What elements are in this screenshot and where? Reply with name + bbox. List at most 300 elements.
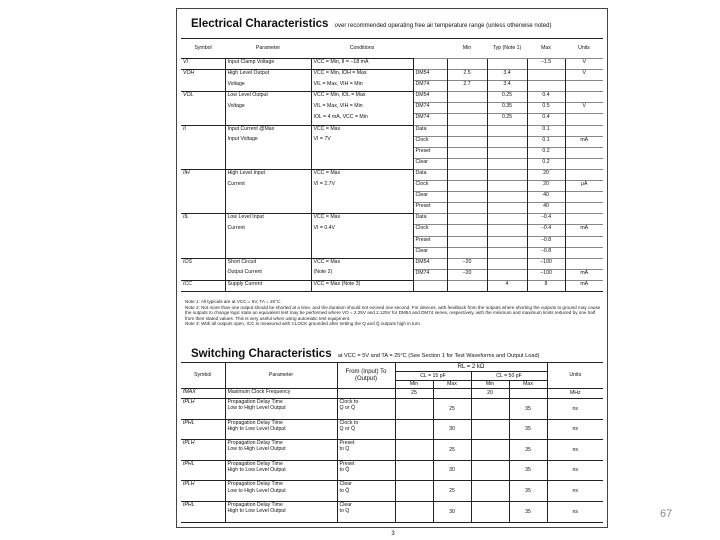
cell-units: [565, 92, 603, 103]
to-line: to Q̄: [339, 487, 350, 494]
cell-min: −20: [447, 269, 487, 280]
cell-sub: Clear: [413, 192, 447, 203]
cell-min: [447, 114, 487, 125]
cell-units: mA: [565, 280, 603, 291]
cell-max: 20: [527, 181, 565, 192]
cell-min: [447, 247, 487, 258]
electrical-rows: [181, 59, 603, 292]
scell-max15: 25: [433, 399, 471, 420]
scell-parameter: [225, 389, 337, 399]
cell-conditions: VCC = Max: [311, 169, 413, 180]
from-line: Preset: [339, 440, 355, 447]
cell-min: [447, 181, 487, 192]
scell-min50: [471, 399, 509, 420]
cell-typ: [487, 225, 527, 236]
cell-max: 0.2: [527, 147, 565, 158]
cell-symbol: VOL: [183, 92, 194, 99]
cell-parameter: [225, 192, 311, 203]
param-line-1: Propagation Delay Time: [227, 460, 283, 467]
switching-row: [181, 389, 603, 399]
scell-min15: 25: [395, 389, 433, 399]
cell-typ: [487, 258, 527, 269]
cell-parameter: Output Current: [225, 269, 311, 280]
electrical-row: [181, 81, 603, 92]
cell-max: −0.4: [527, 225, 565, 236]
scell-fromto: [337, 389, 395, 399]
cell-sub: [413, 59, 447, 70]
param-line-1: Propagation Delay Time: [227, 501, 283, 508]
scell-min50: 20: [471, 389, 509, 399]
cell-conditions: VCC = Max: [311, 125, 413, 136]
param-line-2: Low to High Level Output: [227, 487, 286, 494]
cell-max: 0.2: [527, 158, 565, 169]
scell-symbol: tPLH: [183, 399, 195, 405]
cell-units: [565, 114, 603, 125]
note-2: Note 2: Not more than one output should be shorted at a time, and the duration should not exceed one second. For devices, with feedback from the outputs where shorting the outputs to ground may cause the outputs to change logic state an equivalent test may be performed where VO = 2.25V and 2.125V for DM54 and DM74 series, respectively, with the minimum and maximum limits reduced by one half from their stated values. This is very useful when using automatic test equipment.: [185, 304, 601, 321]
cell-typ: 0.25: [487, 92, 527, 103]
electrical-row: [181, 247, 603, 258]
cell-units: V: [565, 59, 603, 70]
param-line-2: Low to High Level Output: [227, 446, 286, 453]
cell-units: [565, 192, 603, 203]
cell-parameter: [225, 147, 311, 158]
scell-min50: [471, 419, 509, 440]
cell-symbol: [181, 147, 225, 158]
scol-cl50: CL = 50 pF: [471, 372, 547, 381]
cell-max: [527, 70, 565, 81]
scell-symbol: fMAX: [183, 389, 196, 395]
col-units: Units: [578, 45, 590, 52]
cell-typ: [487, 59, 527, 70]
cell-sub: Preset: [413, 236, 447, 247]
cell-parameter: Voltage: [225, 81, 311, 92]
note-3: Note 3: With all outputs open, ICC is measured with CLOCK grounded after setting the Q and Q̄ outputs high in turn.: [185, 321, 422, 327]
scol-min-50: Min: [471, 381, 509, 389]
scell-max15: 25: [433, 481, 471, 502]
param-line-1: Maximum Clock Frequency: [227, 389, 291, 395]
cell-min: [447, 169, 487, 180]
cell-sub: Clock: [413, 136, 447, 147]
scell-symbol: tPHL: [183, 419, 195, 426]
electrical-notes: [185, 299, 601, 327]
cell-min: [447, 214, 487, 225]
scell-parameter: [225, 501, 337, 522]
cell-max: −100: [527, 269, 565, 280]
col-conditions: Conditions: [349, 45, 375, 52]
cell-max: 0.5: [527, 103, 565, 114]
cell-parameter: Input Clamp Voltage: [225, 59, 311, 70]
param-line-1: Propagation Delay Time: [227, 399, 283, 405]
cell-typ: 4: [487, 280, 527, 291]
cell-parameter: Short Circuit: [225, 258, 311, 269]
cell-typ: [487, 169, 527, 180]
electrical-row: [181, 236, 603, 247]
scell-max50: [509, 389, 547, 399]
scell-min50: [471, 460, 509, 481]
cell-symbol: [181, 203, 225, 214]
electrical-row: [181, 136, 603, 147]
cell-symbol: VI: [183, 59, 188, 65]
param-line-2: Low to High Level Output: [227, 405, 286, 412]
cell-max: 20: [527, 169, 565, 180]
slide-number: 67: [660, 508, 673, 520]
cell-sub: Clear: [413, 247, 447, 258]
to-line: Q or Q̄: [339, 405, 356, 412]
scell-max50: 35: [509, 399, 547, 420]
scell-max15: [433, 389, 471, 399]
cell-units: [565, 236, 603, 247]
from-line: Clear: [339, 501, 352, 508]
cell-sub: DM74: [413, 114, 447, 125]
cell-typ: [487, 236, 527, 247]
cell-conditions: [311, 158, 413, 169]
cell-symbol: [181, 181, 225, 192]
cell-parameter: Input Voltage: [225, 136, 311, 147]
electrical-row: [181, 192, 603, 203]
col-sub: [413, 39, 447, 59]
cell-units: V: [565, 103, 603, 114]
cell-sub: Data: [413, 214, 447, 225]
cell-sub: DM54: [413, 258, 447, 269]
cell-units: [565, 125, 603, 136]
switching-heading: [191, 348, 539, 360]
cell-conditions: VI = 0.4V: [311, 225, 413, 236]
cell-conditions: VI = 2.7V: [311, 181, 413, 192]
cell-max: 40: [527, 192, 565, 203]
cell-min: 2.7: [447, 81, 487, 92]
cell-typ: [487, 181, 527, 192]
switching-row: [181, 501, 603, 522]
cell-max: 0.4: [527, 92, 565, 103]
cell-symbol: VOH: [183, 70, 195, 77]
cell-units: [565, 247, 603, 258]
electrical-row: [181, 214, 603, 225]
cell-sub: Clock: [413, 181, 447, 192]
cell-parameter: High Level Input: [225, 169, 311, 180]
datasheet-page: [176, 8, 608, 537]
cell-typ: [487, 158, 527, 169]
cell-min: [447, 103, 487, 114]
col-max: Max: [541, 45, 551, 52]
scell-units: ns: [547, 460, 603, 481]
scell-parameter: [225, 460, 337, 481]
cell-symbol: [181, 247, 225, 258]
cell-symbol: IOS: [183, 258, 192, 265]
scell-max50: 35: [509, 460, 547, 481]
electrical-row: [181, 258, 603, 269]
cell-conditions: VCC = Max: [311, 258, 413, 269]
scell-units: ns: [547, 419, 603, 440]
col-typ: Typ (Note 1): [492, 45, 522, 52]
cell-min: [447, 59, 487, 70]
cell-max: −100: [527, 258, 565, 269]
scell-min15: [395, 419, 433, 440]
cell-sub: [413, 280, 447, 291]
cell-conditions: VCC = Min, II = −18 mA: [311, 59, 413, 70]
param-line-2: High to Low Level Output: [227, 508, 286, 515]
cell-symbol: [181, 103, 225, 114]
cell-typ: [487, 192, 527, 203]
cell-units: [565, 147, 603, 158]
to-line: to Q: [339, 446, 350, 453]
cell-symbol: [181, 158, 225, 169]
page-number: 3: [391, 531, 395, 537]
cell-sub: Data: [413, 125, 447, 136]
cell-symbol: [181, 192, 225, 203]
cell-units: [565, 158, 603, 169]
switching-subtitle: at VCC = 5V and TA = 25°C (See Section 1 for Test Waveforms and Output Load): [337, 353, 540, 359]
cell-units: V: [565, 70, 603, 81]
cell-symbol: [181, 225, 225, 236]
cell-parameter: [225, 158, 311, 169]
scell-fromto: [337, 399, 395, 420]
cell-min: [447, 92, 487, 103]
cell-conditions: [311, 203, 413, 214]
cell-conditions: VIL = Max, VIH = Min: [311, 81, 413, 92]
scell-min15: [395, 399, 433, 420]
cell-symbol: IIH: [183, 169, 190, 176]
electrical-row: [181, 114, 603, 125]
cell-typ: 3.4: [487, 81, 527, 92]
cell-units: μA: [565, 181, 603, 192]
switching-row: [181, 419, 603, 440]
scell-units: ns: [547, 440, 603, 461]
scell-min15: [395, 460, 433, 481]
param-line-2: High to Low Level Output: [227, 425, 286, 432]
note-1: Note 1: All typicals are at VCC = 5V, TA = 25°C.: [185, 299, 282, 304]
cell-units: [565, 203, 603, 214]
cell-max: −0.4: [527, 214, 565, 225]
cell-parameter: Supply Current: [225, 280, 311, 291]
scell-max15: 30: [433, 460, 471, 481]
scell-symbol: tPHL: [183, 460, 195, 467]
scell-fromto: [337, 501, 395, 522]
scell-units: ns: [547, 399, 603, 420]
cell-sub: Clear: [413, 158, 447, 169]
cell-parameter: [225, 236, 311, 247]
cell-sub: DM54: [413, 92, 447, 103]
cell-parameter: Low Level Output: [225, 92, 311, 103]
switching-row: [181, 460, 603, 481]
cell-units: [565, 214, 603, 225]
cell-min: [447, 236, 487, 247]
cell-symbol: [181, 114, 225, 125]
switching-row: [181, 481, 603, 502]
scell-max15: 30: [433, 419, 471, 440]
cell-conditions: [311, 236, 413, 247]
cell-sub: DM74: [413, 81, 447, 92]
param-line-1: Propagation Delay Time: [227, 419, 283, 426]
cell-conditions: IOL = 4 mA, VCC = Min: [311, 114, 413, 125]
cell-parameter: Current: [225, 225, 311, 236]
cell-max: −0.8: [527, 236, 565, 247]
cell-conditions: VCC = Max: [311, 214, 413, 225]
cell-min: [447, 125, 487, 136]
electrical-row: [181, 92, 603, 103]
electrical-row: [181, 225, 603, 236]
cell-min: [447, 136, 487, 147]
cell-max: −0.8: [527, 247, 565, 258]
cell-units: mA: [565, 225, 603, 236]
scell-max50: 35: [509, 481, 547, 502]
cell-typ: 0.25: [487, 114, 527, 125]
cell-min: −20: [447, 258, 487, 269]
electrical-row: [181, 103, 603, 114]
param-line-1: Propagation Delay Time: [227, 440, 283, 447]
scell-units: ns: [547, 481, 603, 502]
col-parameter: Parameter: [255, 45, 281, 52]
scol-fromto: From (Input) To (Output): [337, 363, 395, 389]
cell-typ: [487, 247, 527, 258]
cell-conditions: VCC = Min, IOL = Max: [311, 92, 413, 103]
cell-min: [447, 203, 487, 214]
cell-typ: [487, 136, 527, 147]
electrical-row: [181, 59, 603, 70]
electrical-row: [181, 169, 603, 180]
cell-sub: Data: [413, 169, 447, 180]
cell-typ: 3.4: [487, 70, 527, 81]
cell-conditions: VIL = Max, VIH = Min: [311, 103, 413, 114]
scell-max15: 25: [433, 440, 471, 461]
cell-min: [447, 280, 487, 291]
cell-min: 2.5: [447, 70, 487, 81]
cell-conditions: [311, 247, 413, 258]
cell-conditions: VCC = Min, IOH = Max: [311, 70, 413, 81]
from-line: Clear: [339, 481, 352, 488]
to-line: to Q: [339, 508, 350, 515]
from-line: Clock to: [339, 419, 359, 426]
cell-min: [447, 192, 487, 203]
cell-max: [527, 81, 565, 92]
electrical-table: [181, 38, 603, 292]
cell-sub: Clock: [413, 225, 447, 236]
scell-max15: 30: [433, 501, 471, 522]
scol-rl: RL = 2 kΩ: [395, 363, 547, 372]
switching-row: [181, 440, 603, 461]
electrical-row: [181, 147, 603, 158]
cell-parameter: [225, 114, 311, 125]
scol-min-15: Min: [395, 381, 433, 389]
cell-conditions: [311, 192, 413, 203]
cell-parameter: High Level Output: [225, 70, 311, 81]
cell-parameter: Low Level Input: [225, 214, 311, 225]
scell-parameter: [225, 399, 337, 420]
scell-max50: 35: [509, 440, 547, 461]
col-symbol: Symbol: [194, 45, 212, 52]
cell-symbol: [181, 236, 225, 247]
param-line-2: High to Low Level Output: [227, 466, 286, 473]
cell-max: 0.1: [527, 125, 565, 136]
cell-units: mA: [565, 269, 603, 280]
cell-typ: [487, 269, 527, 280]
scell-parameter: [225, 419, 337, 440]
electrical-title: Electrical Characteristics: [191, 18, 329, 30]
cell-conditions: VCC = Max (Note 3): [311, 280, 413, 291]
from-line: Clock to: [339, 399, 359, 405]
scell-fromto: [337, 460, 395, 481]
cell-min: [447, 225, 487, 236]
cell-max: 0.1: [527, 136, 565, 147]
electrical-row: [181, 203, 603, 214]
scol-symbol: Symbol: [181, 363, 225, 389]
param-line-1: Propagation Delay Time: [227, 481, 283, 488]
cell-units: mA: [565, 136, 603, 147]
scol-parameter: Parameter: [225, 363, 337, 389]
scell-min50: [471, 481, 509, 502]
switching-table: [181, 362, 603, 523]
to-line: Q or Q̄: [339, 425, 356, 432]
electrical-subtitle: over recommended operating free air temperature range (unless otherwise noted): [334, 23, 552, 29]
cell-typ: 0.35: [487, 103, 527, 114]
cell-symbol: [181, 81, 225, 92]
cell-sub: DM54: [413, 70, 447, 81]
scol-max-15: Max: [433, 381, 471, 389]
cell-parameter: Current: [225, 181, 311, 192]
cell-typ: [487, 147, 527, 158]
from-line: Preset: [339, 460, 355, 467]
cell-max: −1.5: [527, 59, 565, 70]
cell-parameter: Input Current @Max: [225, 125, 311, 136]
scell-units: MHz: [547, 389, 603, 399]
cell-sub: DM74: [413, 103, 447, 114]
cell-symbol: [181, 136, 225, 147]
col-min: Min: [462, 45, 472, 52]
cell-min: [447, 158, 487, 169]
scell-fromto: [337, 440, 395, 461]
scell-symbol: tPLH: [183, 481, 195, 488]
cell-symbol: II: [183, 125, 186, 132]
cell-min: [447, 147, 487, 158]
cell-max: 8: [527, 280, 565, 291]
scell-min50: [471, 501, 509, 522]
cell-conditions: (Note 2): [311, 269, 413, 280]
electrical-row: [181, 158, 603, 169]
cell-symbol: ICC: [183, 280, 192, 287]
scell-min15: [395, 481, 433, 502]
scol-cl15: CL = 15 pF: [395, 372, 471, 381]
switching-title: Switching Characteristics: [191, 348, 332, 360]
electrical-row: [181, 269, 603, 280]
electrical-row: [181, 181, 603, 192]
cell-sub: DM74: [413, 269, 447, 280]
electrical-row: [181, 280, 603, 291]
scell-fromto: [337, 419, 395, 440]
electrical-row: [181, 125, 603, 136]
cell-parameter: [225, 203, 311, 214]
cell-typ: [487, 203, 527, 214]
scell-units: ns: [547, 501, 603, 522]
cell-conditions: [311, 147, 413, 158]
cell-typ: [487, 125, 527, 136]
to-line: to Q̄: [339, 466, 350, 473]
switching-rows: [181, 389, 603, 523]
cell-sub: Preset: [413, 203, 447, 214]
scell-min50: [471, 440, 509, 461]
switching-row: [181, 399, 603, 420]
scell-parameter: [225, 440, 337, 461]
cell-units: [565, 169, 603, 180]
scell-symbol: tPLH: [183, 440, 195, 447]
scell-parameter: [225, 481, 337, 502]
cell-symbol: [181, 269, 225, 280]
scol-units: Units: [547, 363, 603, 389]
cell-units: [565, 81, 603, 92]
electrical-heading: [191, 18, 551, 30]
scell-symbol: tPHL: [183, 501, 195, 508]
scell-fromto: [337, 481, 395, 502]
scell-max50: 35: [509, 419, 547, 440]
cell-parameter: [225, 247, 311, 258]
